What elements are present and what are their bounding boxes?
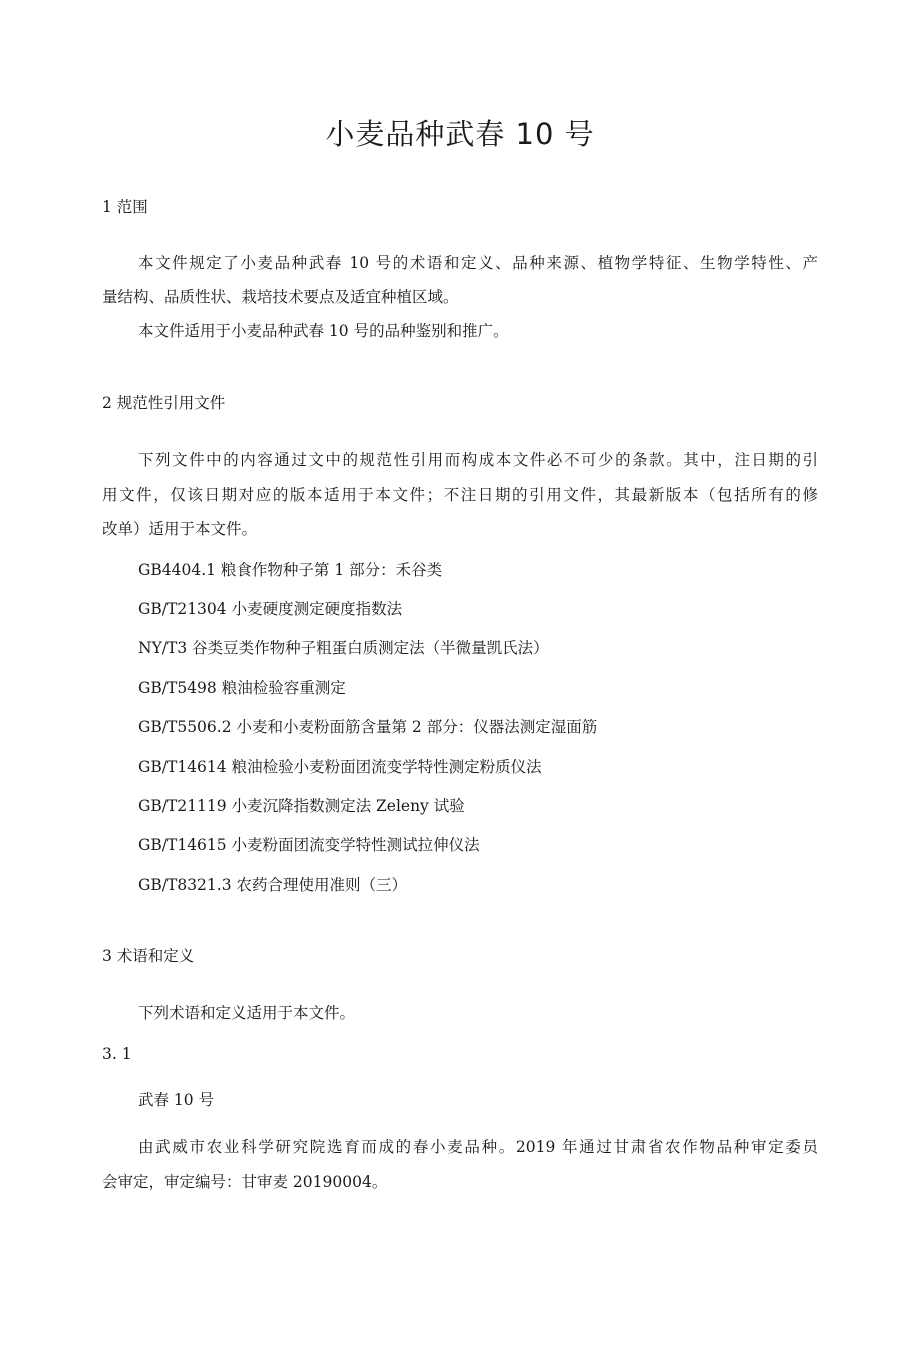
reference-item: GB/T21119 小麦沉降指数测定法 Zeleny 试验 (138, 797, 465, 815)
document-title: 小麦品种武春 10 号 (325, 117, 595, 151)
reference-item: GB/T14614 粮油检验小麦粉面团流变学特性测定粉质仪法 (138, 758, 542, 776)
paragraph-line: 下列术语和定义适用于本文件。 (138, 1004, 356, 1022)
term-name: 武春 10 号 (138, 1091, 215, 1109)
reference-item: GB/T21304 小麦硬度测定硬度指数法 (138, 600, 403, 618)
paragraph-line: 本文件适用于小麦品种武春 10 号的品种鉴别和推广。 (138, 322, 509, 340)
paragraph-line: 本文件规定了小麦品种武春 10 号的术语和定义、品种来源、植物学特征、生物学特性、产 (138, 254, 818, 272)
definition-line: 会审定，审定编号：甘审麦 20190004。 (102, 1173, 388, 1191)
definition-line: 由武威市农业科学研究院选育而成的春小麦品种。2019 年通过甘肃省农作物品种审定委员 (138, 1138, 818, 1156)
paragraph-line: 量结构、品质性状、栽培技术要点及适宜种植区域。 (102, 288, 459, 306)
paragraph-line: 改单）适用于本文件。 (102, 520, 258, 538)
paragraph-line: 用文件，仅该日期对应的版本适用于本文件；不注日期的引用文件，其最新版本（包括所有的修 (102, 486, 818, 504)
reference-item: GB/T5506.2 小麦和小麦粉面筋含量第 2 部分：仪器法测定湿面筋 (138, 718, 598, 736)
section-heading-scope: 1 范围 (102, 198, 148, 216)
reference-item: GB4404.1 粮食作物种子第 1 部分：禾谷类 (138, 561, 443, 579)
reference-item: GB/T14615 小麦粉面团流变学特性测试拉伸仪法 (138, 836, 480, 854)
clause-number: 3. 1 (102, 1045, 132, 1063)
section-heading-terms-definitions: 3 术语和定义 (102, 947, 195, 965)
paragraph-line: 下列文件中的内容通过文中的规范性引用而构成本文件必不可少的条款。其中，注日期的引 (138, 451, 818, 469)
section-heading-normative-references: 2 规范性引用文件 (102, 394, 226, 412)
reference-item: GB/T5498 粮油检验容重测定 (138, 679, 346, 697)
reference-item: NY/T3 谷类豆类作物种子粗蛋白质测定法（半微量凯氏法） (138, 639, 549, 657)
reference-item: GB/T8321.3 农药合理使用准则（三） (138, 876, 407, 894)
